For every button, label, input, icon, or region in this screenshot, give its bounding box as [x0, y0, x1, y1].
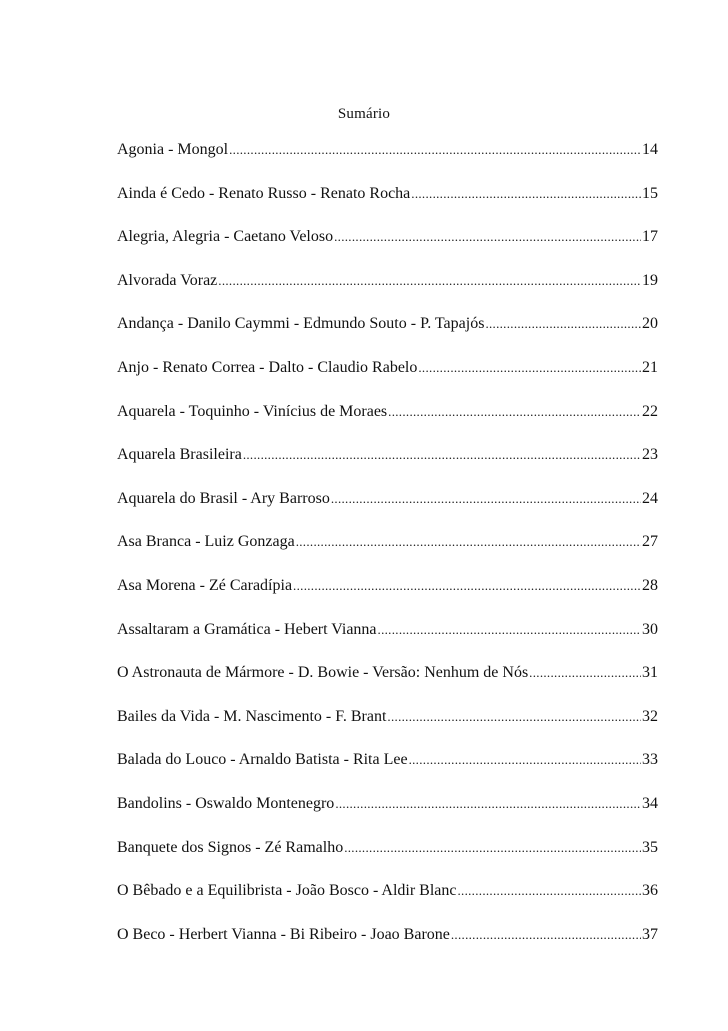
toc-page-number: 35 — [642, 838, 658, 856]
toc-leader-dots — [293, 576, 641, 596]
toc-entry — [117, 489, 658, 533]
toc-entry — [117, 620, 658, 664]
toc-entry — [117, 750, 658, 794]
toc-page-number: 19 — [642, 271, 658, 289]
toc-entry-title: Asa Morena - Zé Caradípia — [117, 576, 293, 594]
toc-title: Sumário — [337, 106, 391, 122]
toc-entry — [117, 881, 658, 925]
toc-entry — [117, 227, 658, 271]
toc-page-number: 23 — [642, 446, 658, 464]
toc-leader-dots — [296, 532, 641, 552]
toc-entry — [117, 576, 658, 620]
toc-entry-title: Bandolins - Oswaldo Montenegro — [117, 794, 335, 812]
toc-entry — [117, 532, 658, 576]
toc-leader-dots — [451, 925, 641, 945]
toc-entry — [117, 184, 658, 228]
toc-page-number: 24 — [642, 489, 658, 507]
toc-leader-dots — [378, 620, 641, 640]
toc-entry — [117, 314, 658, 358]
toc-entry-title: O Bêbado e a Equilibrista - João Bosco - Aldir Blanc — [117, 882, 457, 900]
toc-entry — [117, 402, 658, 446]
toc-entry-title: Assaltaram a Gramática - Hebert Vianna — [117, 620, 377, 638]
toc-entry-title: Aquarela do Brasil - Ary Barroso — [117, 489, 330, 507]
toc-entry — [117, 838, 658, 882]
toc-page-number: 14 — [642, 141, 658, 158]
toc-entry-title: Anjo - Renato Correa - Dalto - Claudio Rabelo — [117, 358, 418, 376]
toc-entry-title: Banquete dos Signos - Zé Ramalho — [117, 838, 344, 856]
toc-entry-title: Agonia - Mongol — [117, 141, 229, 158]
toc-page-number: 31 — [642, 664, 658, 682]
toc-entry-title: Balada do Louco - Arnaldo Batista - Rita Lee — [117, 751, 408, 769]
toc-leader-dots — [529, 663, 641, 683]
toc-leader-dots — [335, 794, 641, 814]
toc-leader-dots — [388, 402, 641, 422]
toc-page-number: 22 — [642, 402, 658, 420]
toc-page-number: 32 — [642, 707, 658, 725]
toc-entry-title: Alegria, Alegria - Caetano Veloso — [117, 228, 334, 246]
toc-entry-title: Bailes da Vida - M. Nascimento - F. Brant — [117, 707, 387, 725]
toc-entry-title: Asa Branca - Luiz Gonzaga — [117, 533, 295, 551]
toc-entry — [117, 358, 658, 402]
toc-page-number: 36 — [642, 882, 658, 900]
toc-leader-dots — [387, 707, 641, 727]
toc-leader-dots — [418, 358, 641, 378]
table-of-contents — [117, 140, 658, 968]
toc-page-number: 34 — [642, 794, 658, 812]
toc-entry-title: O Beco - Herbert Vianna - Bi Ribeiro - Joao Barone — [117, 925, 450, 943]
toc-page-number: 21 — [642, 358, 658, 376]
toc-entry-title: O Astronauta de Mármore - D. Bowie - Versão: Nenhum de Nós — [117, 664, 529, 682]
toc-entry — [117, 663, 658, 707]
toc-leader-dots — [457, 881, 641, 901]
toc-page-number: 33 — [642, 751, 658, 769]
toc-entry-title: Alvorada Voraz — [117, 271, 218, 289]
toc-page-number: 30 — [642, 620, 658, 638]
toc-entry — [117, 925, 658, 969]
toc-page-number: 28 — [642, 576, 658, 594]
toc-leader-dots — [409, 750, 641, 770]
toc-entry — [117, 271, 658, 315]
toc-page-number: 15 — [642, 184, 658, 202]
toc-entry-title: Aquarela Brasileira — [117, 446, 242, 464]
toc-entry — [117, 794, 658, 838]
toc-entry-title: Ainda é Cedo - Renato Russo - Renato Rocha — [117, 184, 411, 202]
toc-page-number: 37 — [642, 925, 658, 943]
toc-leader-dots — [334, 227, 641, 247]
toc-entry — [117, 445, 658, 489]
toc-entry-title: Andança - Danilo Caymmi - Edmundo Souto - P. Tapajós — [117, 315, 485, 333]
toc-entry-title: Aquarela - Toquinho - Vinícius de Moraes — [117, 402, 388, 420]
toc-entry — [117, 140, 658, 184]
toc-leader-dots — [411, 184, 641, 204]
toc-leader-dots — [229, 140, 641, 160]
toc-entry — [117, 707, 658, 751]
toc-leader-dots — [331, 489, 641, 509]
toc-leader-dots — [485, 314, 641, 334]
toc-page-number: 17 — [642, 228, 658, 246]
toc-leader-dots — [243, 445, 641, 465]
toc-page-number: 20 — [642, 315, 658, 333]
toc-leader-dots — [344, 838, 641, 858]
toc-page-number: 27 — [642, 533, 658, 551]
toc-leader-dots — [218, 271, 641, 291]
